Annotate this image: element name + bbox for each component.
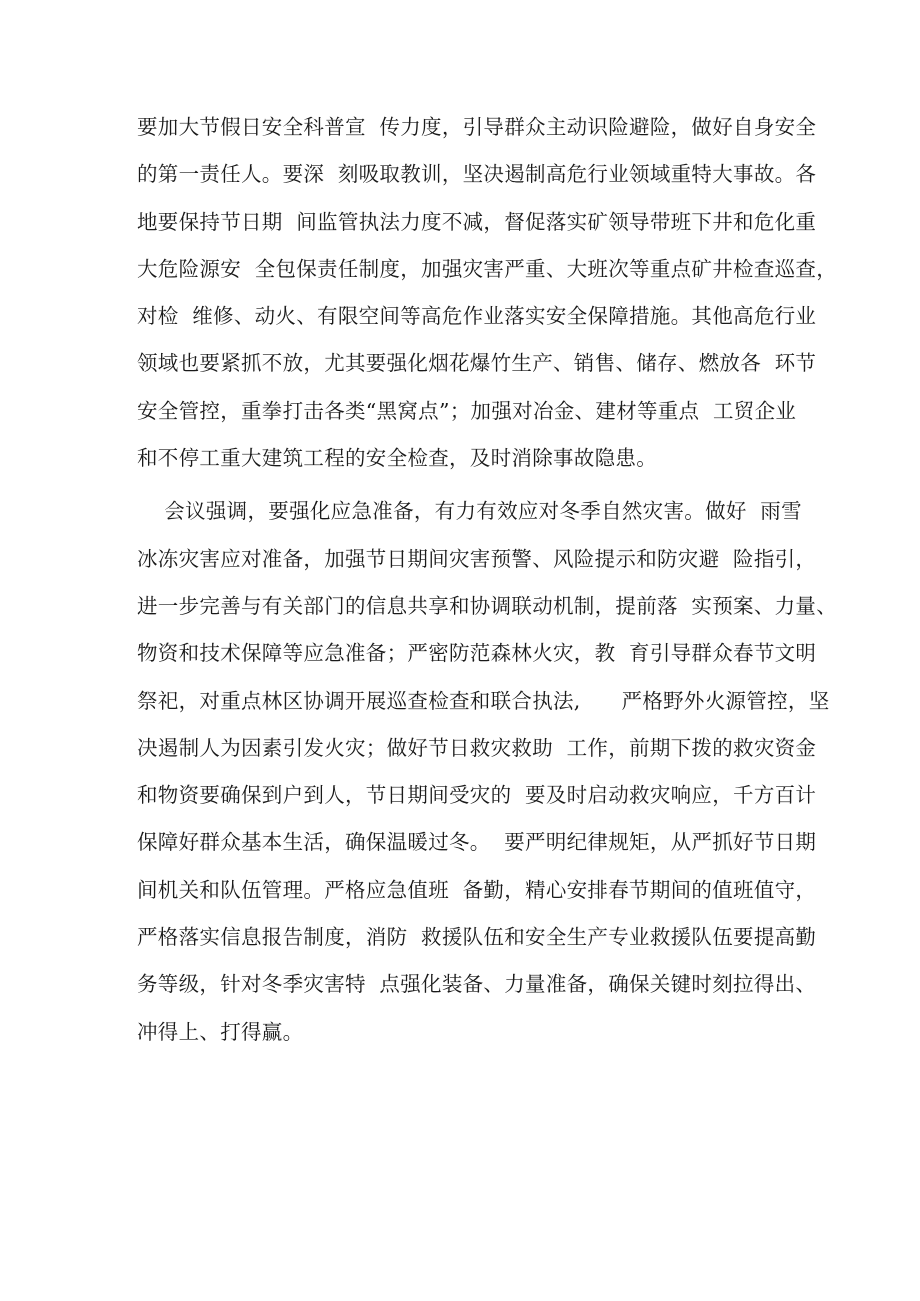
text-line: 会议强调，要强化应急准备，有力有效应对冬季自然灾害。做好 雨雪 <box>137 499 802 524</box>
text-line: 祭祀，对重点林区协调开展巡查检查和联合执法, 严格野外火源管控，坚 <box>137 688 830 713</box>
text-line: 物资和技术保障等应急准备；严密防范森林火灾，教 育引导群众春节文明 <box>137 641 817 666</box>
text-line: 间机关和队伍管理。严格应急值班 备勤，精心安排春节期间的值班值守， <box>137 877 817 902</box>
text-line: 冰冻灾害应对准备，加强节日期间灾害预警、风险提示和防灾避 险指引， <box>137 546 817 571</box>
text-line: 安全管控，重拳打击各类“黑窝点”；加强对冶金、建材等重点 工贸企业 <box>137 398 797 423</box>
text-line: 要加大节假日安全科普宣 传力度，引导群众主动识险避险，做好自身安全 <box>137 115 817 139</box>
text-line: 领域也要紧抓不放，尤其要强化烟花爆竹生产、销售、储存、燃放各 环节 <box>137 351 817 376</box>
text-line: 冲得上、打得赢。 <box>137 1019 304 1044</box>
text-line: 和不停工重大建筑工程的安全检查，及时消除事故隐患。 <box>137 446 657 471</box>
text-line: 决遏制人为因素引发火灾；做好节日救灾救助 工作，前期下拨的救灾资金 <box>137 735 817 760</box>
body-text <box>137 104 838 1056</box>
text-line: 和物资要确保到户到人，节日期间受灾的 要及时启动救灾响应，千方百计 <box>137 783 817 808</box>
text-line: 进一步完善与有关部门的信息共享和协调联动机制，提前落 实预案、力量、 <box>137 593 838 618</box>
text-line: 务等级，针对冬季灾害特 点强化装备、力量准备，确保关键时刻拉得出、 <box>137 972 817 997</box>
text-line: 的第一责任人。要深 刻吸取教训，坚决遏制高危行业领域重特大事故。各 <box>137 162 817 187</box>
paragraph-1 <box>137 104 838 482</box>
text-line: 对检 维修、动火、有限空间等高危作业落实安全保障措施。其他高危行业 <box>137 304 817 329</box>
text-line: 大危险源安 全包保责任制度，加强灾害严重、大班次等重点矿井检查巡查， <box>137 256 838 281</box>
text-line: 地要保持节日期 间监管执法力度不减，督促落实矿领导带班下井和危化重 <box>137 209 817 234</box>
text-line: 保障好群众基本生活，确保温暖过冬。 要严明纪律规矩，从严抓好节日期 <box>137 830 817 855</box>
text-line: 严格落实信息报告制度，消防 救援队伍和安全生产专业救援队伍要提高勤 <box>137 925 817 950</box>
paragraph-2 <box>137 488 838 1056</box>
